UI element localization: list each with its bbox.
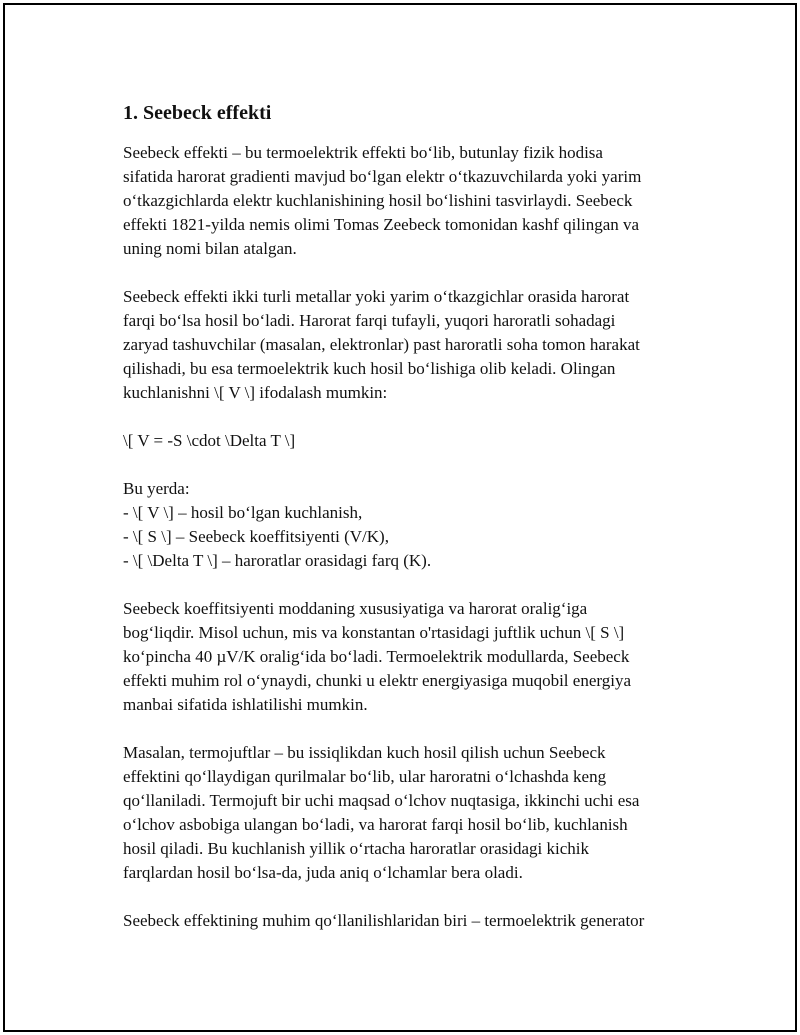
text-line: kuchlanishni \[ V \] ifodalash mumkin: [123, 383, 388, 402]
section-heading: 1. Seebeck effekti [123, 102, 272, 124]
text-line: effekti muhim rol o‘ynaydi, chunki u elektr energiyasiga muqobil energiya [123, 671, 631, 690]
text-line: Seebeck effekti – bu termoelektrik effekti bo‘lib, butunlay fizik hodisa [123, 143, 603, 162]
text-line: o‘tkazgichlarda elektr kuchlanishining hosil bo‘lishini tasvirlaydi. Seebeck [123, 191, 633, 210]
text-line: bog‘liqdir. Misol uchun, mis va konstantan o'rtasidagi juftlik uchun \[ S \] [123, 623, 625, 642]
text-line: farqi bo‘lsa hosil bo‘ladi. Harorat farqi tufayli, yuqori haroratli sohadagi [123, 311, 616, 330]
text-line: sifatida harorat gradienti mavjud bo‘lgan elektr o‘tkazuvchilarda yoki yarim [123, 167, 642, 186]
text-line: ko‘pincha 40 µV/K oralig‘ida bo‘ladi. Termoelektrik modullarda, Seebeck [123, 647, 630, 666]
text-line: Masalan, termojuftlar – bu issiqlikdan kuch hosil qilish uchun Seebeck [123, 743, 606, 762]
document-body [123, 101, 703, 957]
text-line: uning nomi bilan atalgan. [123, 239, 297, 258]
text-line: qo‘llaniladi. Termojuft bir uchi maqsad o‘lchov nuqtasiga, ikkinchi uchi esa [123, 791, 640, 810]
list-item: - \[ \Delta T \] – haroratlar orasidagi farq (K). [123, 551, 432, 570]
text-line: Bu yerda: [123, 479, 190, 498]
page-frame [3, 3, 797, 1032]
list-item: - \[ S \] – Seebeck koeffitsiyenti (V/K), [123, 527, 389, 546]
paragraph-applications [123, 909, 703, 933]
text-line: zaryad tashuvchilar (masalan, elektronlar) past haroratli soha tomon harakat [123, 335, 640, 354]
text-line: effektini qo‘llaydigan qurilmalar bo‘lib, ular haroratni o‘lchashda keng [123, 767, 607, 786]
list-item: - \[ V \] – hosil bo‘lgan kuchlanish, [123, 503, 363, 522]
text-line: Seebeck koeffitsiyenti moddaning xususiyatiga va harorat oralig‘iga [123, 599, 588, 618]
variable-definitions [123, 477, 703, 573]
text-line: Seebeck effekti ikki turli metallar yoki yarim o‘tkazgichlar orasida harorat [123, 287, 630, 306]
paragraph-coefficient [123, 597, 703, 717]
paragraph-intro [123, 141, 703, 261]
formula [123, 429, 703, 453]
text-line: hosil qiladi. Bu kuchlanish yillik o‘rtacha haroratlar orasidagi kichik [123, 839, 589, 858]
text-line: farqlardan hosil bo‘lsa-da, juda aniq o‘lchamlar bera oladi. [123, 863, 523, 882]
text-line: qilishadi, bu esa termoelektrik kuch hosil bo‘lishiga olib keladi. Olingan [123, 359, 616, 378]
text-line: o‘lchov asbobiga ulangan bo‘ladi, va harorat farqi hosil bo‘lib, kuchlanish [123, 815, 628, 834]
formula-line: \[ V = -S \cdot \Delta T \] [123, 431, 296, 450]
paragraph-thermocouples [123, 741, 703, 885]
text-line: manbai sifatida ishlatilishi mumkin. [123, 695, 368, 714]
paragraph-mechanism [123, 285, 703, 405]
text-line: effekti 1821-yilda nemis olimi Tomas Zeebeck tomonidan kashf qilingan va [123, 215, 640, 234]
text-line: Seebeck effektining muhim qo‘llanilishlaridan biri – termoelektrik generator [123, 911, 645, 930]
